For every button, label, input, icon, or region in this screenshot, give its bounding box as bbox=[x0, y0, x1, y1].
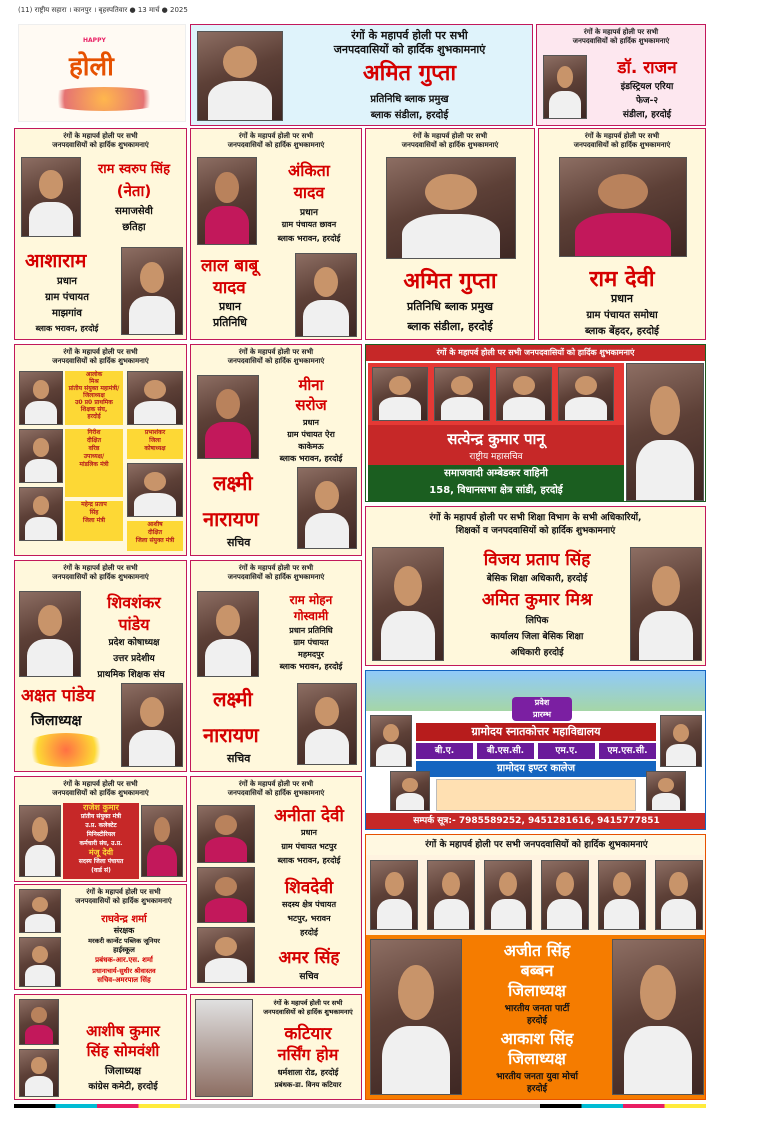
greeting-l2: जनपदवासियों को हार्दिक शुभकामनाएं bbox=[227, 357, 325, 365]
ad-name: राम स्वरुप सिंह bbox=[97, 162, 170, 177]
ad-gramodaya-college bbox=[365, 670, 706, 830]
photo bbox=[297, 467, 357, 549]
course-list bbox=[416, 743, 656, 759]
ad-line: हरदोई bbox=[300, 928, 318, 937]
photo bbox=[559, 157, 687, 257]
ad-line: संडीला, हरदोई bbox=[622, 110, 672, 120]
greeting-l2: जनपदवासियों को हार्दिक शुभकामनाएं bbox=[263, 1008, 353, 1016]
ad-mercury-convent bbox=[14, 884, 187, 990]
leaders-strip bbox=[366, 855, 706, 935]
ad-name: शिवशंकर bbox=[107, 593, 161, 612]
t: कोषाध्यक्ष bbox=[144, 445, 166, 452]
ad-name: अमर सिंह bbox=[278, 948, 340, 968]
ad-satyendra bbox=[365, 344, 706, 502]
ad-line: ब्लाक भरावन, हरदोई bbox=[35, 324, 99, 333]
ad-line: फेज-२ bbox=[635, 96, 659, 106]
ad-line: प्रतिनिधि bbox=[213, 316, 247, 329]
ad-name: अंकिता bbox=[288, 161, 330, 180]
t: प्रांतीय संयुक्त महामंत्री/ bbox=[68, 385, 120, 392]
photo bbox=[543, 55, 587, 119]
photo bbox=[370, 939, 462, 1095]
ad-name: राम देवी bbox=[589, 267, 655, 292]
t: वरिष्ठ bbox=[88, 445, 100, 452]
photo bbox=[630, 547, 702, 661]
ad-ashish-somvanshi bbox=[14, 994, 187, 1100]
ad-line: संरक्षक bbox=[113, 926, 135, 935]
t: कर्मचारी संघ, उ.प्र. bbox=[79, 840, 123, 847]
ad-line: बेसिक शिक्षा अधिकारी, हरदोई bbox=[486, 574, 588, 584]
photo bbox=[598, 860, 646, 930]
course: बी.एस.सी. bbox=[477, 743, 534, 759]
greeting-l2: शिक्षकों व जनपदवासियों को हार्दिक शुभकामनाएं bbox=[455, 526, 616, 536]
greeting-l2: जनपदवासियों को हार्दिक शुभकामनाएं bbox=[572, 37, 670, 45]
ad-shivshankar bbox=[14, 560, 187, 772]
ad-line: 158, विधानसभा क्षेत्र सांडी, हरदोई bbox=[429, 485, 563, 496]
ad-name: यादव bbox=[213, 278, 246, 298]
ad-line: माझगांव bbox=[52, 308, 82, 319]
greeting-l1: रंगों के महापर्व होली पर सभी bbox=[583, 28, 659, 36]
photo bbox=[121, 247, 183, 335]
ad-name: यादव bbox=[293, 183, 325, 202]
ad-name: अमित गुप्ता bbox=[362, 61, 457, 86]
t: मांडलिक मंत्री bbox=[79, 461, 109, 468]
greeting-l1: रंगों के महापर्व होली पर सभी bbox=[238, 780, 314, 788]
caption-ashish bbox=[127, 521, 183, 551]
photo bbox=[372, 367, 428, 421]
greeting-l2: जनपदवासियों को हार्दिक शुभकामनाएं bbox=[227, 789, 325, 797]
greeting-l2: जनपदवासियों को हार्दिक शुभकामनाएं bbox=[573, 141, 671, 149]
photo bbox=[660, 715, 702, 767]
ad-line: प्राथमिक शिक्षक संघ bbox=[97, 670, 165, 680]
ad-line: कांग्रेस कमेटी, हरदोई bbox=[88, 1082, 158, 1092]
t: सिंह bbox=[89, 509, 99, 516]
ad-line: ब्लाक संडीला, हरदोई bbox=[407, 320, 493, 333]
ad-line: ब्लाक भरावन, हरदोई bbox=[279, 454, 343, 463]
holi-logo bbox=[18, 24, 186, 122]
photo bbox=[127, 463, 183, 517]
photo bbox=[427, 860, 475, 930]
t: जिला bbox=[149, 437, 161, 444]
greeting-l1: रंगों के महापर्व होली पर सभी bbox=[412, 132, 488, 140]
greeting-l2: जनपदवासियों को हार्दिक शुभकामनाएं bbox=[75, 897, 172, 905]
ad-amit-gupta-top bbox=[190, 24, 533, 126]
logo-small-text: HAPPY bbox=[83, 37, 106, 44]
photo bbox=[19, 999, 59, 1045]
ad-name: आशीष कुमार bbox=[86, 1022, 160, 1040]
greeting-l1: रंगों के महापर्व होली पर सभी bbox=[63, 564, 138, 572]
ad-name: शिवदेवी bbox=[284, 878, 334, 898]
logo-big-text: होली bbox=[69, 52, 114, 82]
ad-name: बब्बन bbox=[520, 961, 554, 980]
admission-badge bbox=[512, 697, 572, 721]
leaders-strip bbox=[368, 363, 624, 425]
greeting-l2: जनपदवासियों को हार्दिक शुभकामनाएं bbox=[52, 357, 149, 365]
greeting-l1: रंगों के महापर्व होली पर सभी शिक्षा विभाग के सभी अधिकारियों, bbox=[429, 513, 642, 523]
ad-name: मीना bbox=[298, 376, 324, 394]
photo bbox=[19, 889, 61, 933]
photo bbox=[386, 157, 516, 259]
course: एम.एस.सी. bbox=[599, 743, 656, 759]
ad-line: काकेमऊ bbox=[298, 442, 324, 451]
t: सदस्य जिला पंचायत bbox=[78, 858, 124, 865]
ad-teachers-union bbox=[14, 344, 187, 556]
greeting-l1: रंगों के महापर्व होली पर सभी bbox=[63, 132, 138, 140]
ad-line: ग्राम पंचायत bbox=[293, 638, 329, 647]
greeting-l2: जनपदवासियों को हार्दिक शुभकामनाएं bbox=[401, 141, 499, 149]
campus-gallery bbox=[436, 779, 636, 811]
photo bbox=[19, 805, 61, 877]
ad-line: राष्ट्रीय महासचिव bbox=[469, 452, 523, 462]
ad-name: पांडेय bbox=[118, 615, 150, 634]
t: आलोक bbox=[85, 371, 103, 378]
photo bbox=[197, 157, 257, 245]
photo bbox=[19, 371, 63, 425]
caption-rajesh bbox=[63, 803, 139, 879]
t: दीक्षित bbox=[147, 529, 163, 536]
t: दीक्षित bbox=[86, 437, 102, 444]
ad-line: ग्राम पंचायत समोधा bbox=[586, 310, 658, 321]
t: मिनिस्टीरियल bbox=[86, 831, 116, 838]
ad-name: विजय प्रताप सिंह bbox=[483, 550, 591, 570]
t: प्रवेश bbox=[534, 698, 550, 707]
greeting-l2: जनपदवासियों को हार्दिक शुभकामनाएं bbox=[52, 141, 149, 149]
ad-line: भारतीय जनता पार्टी bbox=[504, 1004, 570, 1014]
color-splash-icon bbox=[39, 87, 169, 111]
photo bbox=[496, 367, 552, 421]
ad-katiyar-nursing-home bbox=[190, 994, 362, 1100]
ad-line: मरकरी कान्वेंट पब्लिक जूनियर bbox=[88, 937, 160, 945]
ad-line: इंडस्ट्रियल एरिया bbox=[620, 82, 674, 92]
ad-line: हरदोई bbox=[527, 1084, 547, 1094]
t: प्रभाशंकर bbox=[144, 429, 166, 436]
photo bbox=[21, 157, 81, 237]
greeting-l1: रंगों के महापर्व होली पर सभी bbox=[351, 29, 468, 42]
ad-name: गोस्वामी bbox=[293, 609, 329, 623]
photo bbox=[19, 591, 81, 677]
banner: रंगों के महापर्व होली पर सभी जनपदवासियों को हार्दिक शुभकामनाएं bbox=[366, 835, 706, 855]
t: गिरीश bbox=[87, 429, 101, 436]
photo bbox=[370, 860, 418, 930]
photo bbox=[197, 591, 259, 677]
inter-college-title: ग्रामोदय इण्टर कालेज bbox=[416, 761, 656, 777]
ad-ram-swaroop bbox=[14, 128, 187, 340]
t: जिला संयुक्त मंत्री bbox=[135, 537, 175, 544]
t: (वार्ड सं) bbox=[91, 867, 111, 874]
registration-strip bbox=[14, 1104, 706, 1108]
photo bbox=[541, 860, 589, 930]
ad-education-dept bbox=[365, 506, 706, 666]
ad-line: प्रधान bbox=[219, 300, 241, 313]
ad-line: ग्राम पंचायत bbox=[45, 292, 89, 303]
photo bbox=[390, 771, 430, 811]
ad-name: नर्सिंग होम bbox=[277, 1045, 339, 1064]
ad-line: ब्लाक संडीला, हरदोई bbox=[370, 110, 449, 121]
ad-name: (नेता) bbox=[116, 182, 152, 200]
greeting-l1: रंगों के महापर्व होली पर सभी bbox=[238, 348, 314, 356]
college-title: ग्रामोदय स्नातकोत्तर महाविद्यालय bbox=[416, 723, 656, 741]
ad-line: जिलाध्यक्ष bbox=[104, 1066, 142, 1077]
ad-line: प्रदेश कोषाध्यक्ष bbox=[108, 638, 160, 648]
ad-line: ग्राम पंचायत ऐरा bbox=[287, 430, 335, 439]
greeting-l1: रंगों के महापर्व होली पर सभी bbox=[63, 780, 138, 788]
course: बी.ए. bbox=[416, 743, 473, 759]
ad-name: लक्ष्मी bbox=[213, 687, 253, 711]
ad-line: प्रधान प्रतिनिधि bbox=[289, 626, 333, 635]
t: मिश्र bbox=[89, 378, 99, 385]
ad-line: प्रतिनिधि ब्लाक प्रमुख bbox=[406, 300, 493, 313]
t: उपाध्यक्ष/ bbox=[83, 453, 105, 460]
ad-name: लाल बाबू bbox=[201, 256, 259, 276]
t: मंजू देवी bbox=[88, 848, 114, 857]
ad-line: ग्राम पंचायत छावन bbox=[281, 220, 337, 229]
ad-name: सिंह सोमवंशी bbox=[86, 1042, 160, 1060]
ad-line: लिपिक bbox=[525, 616, 549, 626]
name-band bbox=[368, 425, 624, 465]
photo bbox=[19, 1049, 59, 1097]
caption-girish bbox=[65, 429, 123, 497]
photo bbox=[197, 805, 255, 863]
t: प्रांतीय संयुक्त मंत्री bbox=[80, 813, 122, 820]
t: उ.प्र. कलेक्टेट bbox=[85, 822, 117, 829]
ad-amit-gupta-mid bbox=[365, 128, 535, 340]
greeting-l1: रंगों के महापर्व होली पर सभी bbox=[238, 132, 314, 140]
ad-line: कार्यालय जिला बेसिक शिक्षा bbox=[490, 632, 584, 642]
greeting-l1: रंगों के महापर्व होली पर सभी bbox=[238, 564, 314, 572]
t: जिला मंत्री bbox=[82, 517, 106, 524]
caption-mahendra bbox=[65, 501, 123, 541]
ad-line: ग्राम पंचायत भटपुर bbox=[281, 842, 337, 851]
ad-line: प्रधान bbox=[611, 292, 633, 305]
greeting-l2: जनपदवासियों को हार्दिक शुभकामनाएं bbox=[52, 573, 149, 581]
greeting-l2: जनपदवासियों को हार्दिक शुभकामनाएं bbox=[227, 141, 325, 149]
photo bbox=[295, 253, 357, 337]
ad-line: जिलाध्यक्ष bbox=[508, 981, 566, 1000]
building-photo bbox=[195, 999, 253, 1097]
ad-line: ब्लाक भरावन, हरदोई bbox=[277, 234, 341, 243]
page-header: (11) राष्ट्रीय सहारा । कानपुर । बृहस्पतिवार ● 13 मार्च ● 2025 bbox=[18, 6, 188, 14]
photo bbox=[484, 860, 532, 930]
ad-name: राघवेन्द्र शर्मा bbox=[101, 914, 147, 925]
photo bbox=[612, 939, 704, 1095]
caption-prabhashankar bbox=[127, 429, 183, 459]
greeting-l2: जनपदवासियों को हार्दिक शुभकामनाएं bbox=[333, 43, 486, 56]
photo bbox=[127, 371, 183, 425]
caption-alok bbox=[65, 371, 123, 425]
color-splash-icon bbox=[21, 733, 111, 767]
ad-name: सत्येन्द्र कुमार पानू bbox=[447, 430, 545, 448]
t: महेन्द्र प्रताप bbox=[81, 501, 107, 508]
ad-ram-mohan bbox=[190, 560, 362, 772]
photo bbox=[197, 31, 283, 121]
ad-name: अमित कुमार मिश्र bbox=[481, 590, 593, 610]
ad-name: अक्षत पांडेय bbox=[21, 686, 95, 706]
ad-line: प्रधानाचार्य-सुधीर श्रीवास्तव bbox=[92, 967, 156, 975]
ad-line: प्रबंधक-डा. विनय कटियार bbox=[274, 1081, 342, 1089]
ad-line: ब्लाक भरावन, हरदोई bbox=[279, 662, 343, 671]
t: आशीष bbox=[147, 521, 163, 528]
ad-line: ब्लाक भरावन, हरदोई bbox=[277, 856, 341, 865]
greeting-l1: रंगों के महापर्व होली पर सभी bbox=[63, 348, 138, 356]
ad-name: लक्ष्मी bbox=[213, 471, 253, 495]
ad-line: हाईस्कूल bbox=[113, 946, 135, 954]
greeting-l2: जनपदवासियों को हार्दिक शुभकामनाएं bbox=[52, 789, 149, 797]
ad-name: कटियार bbox=[284, 1024, 332, 1044]
ad-line: जिलाध्यक्ष bbox=[508, 1049, 566, 1068]
ad-name: नारायण bbox=[203, 507, 259, 531]
ad-line: सचिव bbox=[227, 752, 251, 765]
photo bbox=[19, 937, 61, 987]
ad-line: प्रधान bbox=[301, 828, 317, 837]
greeting-l1: रंगों के महापर्व होली पर सभी bbox=[584, 132, 660, 140]
greeting-l1: रंगों के महापर्व होली पर सभी bbox=[273, 999, 343, 1007]
ad-name: आशाराम bbox=[25, 250, 87, 272]
photo bbox=[141, 805, 183, 877]
greeting-l2: जनपदवासियों को हार्दिक शुभकामनाएं bbox=[227, 573, 325, 581]
ad-line: भटपुर, भरावन bbox=[287, 914, 331, 923]
ad-line: सचिव bbox=[299, 972, 319, 982]
ad-meena-saroj bbox=[190, 344, 362, 556]
ad-name: नारायण bbox=[203, 723, 259, 747]
greeting-l1: रंगों के महापर्व होली पर सभी bbox=[86, 888, 161, 896]
t: जिलाध्यक्ष bbox=[83, 392, 105, 399]
ad-name: राम मोहन bbox=[289, 593, 333, 607]
ad-line: धर्मशाला रोड, हरदोई bbox=[277, 1068, 339, 1077]
ad-line: जिलाध्यक्ष bbox=[31, 713, 82, 729]
ad-line: महमदपुर bbox=[298, 650, 324, 659]
ad-dr-rajan bbox=[536, 24, 706, 126]
ad-bjp bbox=[365, 834, 706, 1100]
ad-line: समाजवादी अम्बेडकर वाहिनी bbox=[444, 468, 548, 479]
ad-line: अधिकारी हरदोई bbox=[510, 648, 564, 658]
ad-line: प्रधान bbox=[57, 276, 77, 287]
banner: रंगों के महापर्व होली पर सभी जनपदवासियों को हार्दिक शुभकामनाएं bbox=[366, 345, 705, 361]
ad-line: सदस्य क्षेत्र पंचायत bbox=[281, 900, 337, 909]
photo bbox=[197, 867, 255, 923]
ad-line: प्रधान bbox=[300, 208, 318, 218]
photo bbox=[655, 860, 703, 930]
ad-name: अजीत सिंह bbox=[503, 941, 571, 960]
ad-line: ब्लाक बेंहदर, हरदोई bbox=[585, 326, 659, 337]
ad-line: प्रधान bbox=[303, 418, 319, 427]
ad-name: अनीता देवी bbox=[274, 806, 344, 826]
ad-line: हरदोई bbox=[527, 1016, 547, 1026]
ad-line: भारतीय जनता युवा मोर्चा bbox=[496, 1072, 578, 1082]
t: उ0 प्र0 प्राथमिक bbox=[75, 399, 113, 406]
t: हरदोई bbox=[87, 413, 101, 420]
ad-name: सरोज bbox=[295, 396, 327, 414]
photo bbox=[197, 375, 259, 459]
ad-anita-devi bbox=[190, 776, 362, 988]
photo bbox=[434, 367, 490, 421]
ad-line: सचिव-अमरपाल सिंह bbox=[97, 976, 151, 984]
t: प्रारम्भ bbox=[533, 710, 551, 719]
ad-name: डॉ. राजन bbox=[617, 58, 677, 78]
ad-line: उत्तर प्रदेशीय bbox=[113, 654, 155, 664]
photo bbox=[646, 771, 686, 811]
ad-name: आकाश सिंह bbox=[500, 1029, 574, 1048]
photo bbox=[19, 487, 63, 541]
photo bbox=[372, 547, 444, 661]
ad-line: प्रबंधक-आर.एस. शर्मा bbox=[95, 956, 153, 964]
photo bbox=[197, 927, 255, 983]
photo bbox=[370, 715, 412, 767]
photo bbox=[19, 429, 63, 483]
course: एम.ए. bbox=[538, 743, 595, 759]
ad-ram-devi bbox=[538, 128, 706, 340]
ad-line: सचिव bbox=[227, 536, 251, 549]
green-band bbox=[368, 465, 624, 501]
contact-strip: सम्पर्क सूत्र:- 7985589252, 9451281616, 9415777851 bbox=[366, 813, 706, 829]
ad-ankita-yadav bbox=[190, 128, 362, 340]
ad-name: अमित गुप्ता bbox=[403, 269, 497, 294]
photo bbox=[297, 683, 357, 765]
ad-line: समाजसेवी bbox=[115, 206, 153, 217]
photo bbox=[121, 683, 183, 767]
ad-line: छतिहा bbox=[122, 222, 146, 233]
t: शिक्षक संघ, bbox=[80, 406, 108, 413]
ad-line: प्रतिनिधि ब्लाक प्रमुख bbox=[370, 94, 449, 105]
t: राजेश कुमार bbox=[83, 803, 119, 812]
photo bbox=[558, 367, 614, 421]
photo bbox=[626, 363, 704, 501]
ad-rajesh-kumar bbox=[14, 776, 187, 882]
